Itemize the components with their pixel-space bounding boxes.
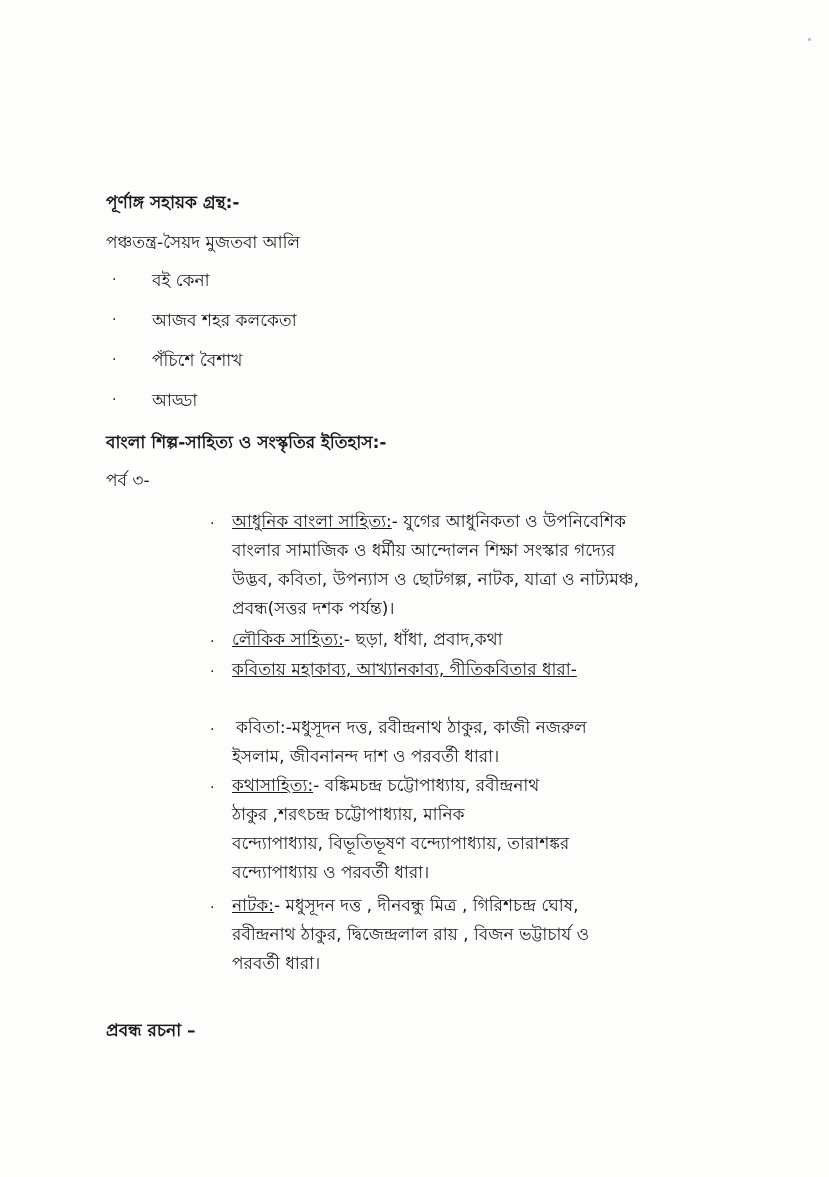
topic-text: - মধুসূদন দত্ত , দীনবন্ধু মিত্র , গিরিশচন্দ্র ঘোষ,: [273, 896, 579, 916]
topic-text: ইসলাম, জীবনানন্দ দাশ ও পরবর্তী ধারা।: [232, 747, 500, 767]
bullet-icon: ·: [210, 634, 215, 650]
syllabus-item-poetry-forms: [232, 656, 577, 685]
topic-text: প্রবন্ধ(সত্তর দশক পর্যন্ত)।: [232, 599, 395, 619]
syllabus-item-fiction: [232, 772, 569, 888]
topic-text: বন্দ্যোপাধ্যায় ও পরবর্তী ধারা।: [232, 863, 430, 883]
topic-title: নাটক:: [232, 896, 274, 916]
bullet-icon: ·: [210, 900, 215, 916]
bullet-icon: ·: [210, 780, 215, 796]
topic-text: - যুগের আধুনিকতা ও উপনিবেশিক: [391, 512, 626, 532]
topic-text: রবীন্দ্রনাথ ঠাকুর, দ্বিজেন্দ্রলাল রায় , বিজন ভট্টাচার্য ও: [232, 925, 590, 945]
bullet-icon: ·: [210, 516, 215, 532]
topic-text: ঠাকুর ,শরৎচন্দ্র চট্টোপাধ্যায়, মানিক: [232, 805, 465, 825]
topic-title: আধুনিক বাংলা সাহিত্য:: [232, 512, 392, 532]
syllabus-item-modern-literature: [232, 508, 639, 624]
topic-text: - বঙ্কিমচন্দ্র চট্টোপাধ্যায়, রবীন্দ্রনাথ: [313, 776, 540, 796]
book-title-pancatantra: পঞ্চতন্ত্র-সৈয়দ মুজতবা আলি: [106, 233, 301, 253]
part-label: পর্ব ৩-: [106, 471, 150, 491]
scan-speck: [808, 38, 811, 41]
list-item-essay: আজব শহর কলকেতা: [152, 311, 297, 331]
topic-text: বন্দ্যোপাধ্যায়, বিভূতিভূষণ বন্দ্যোপাধ্যায়, তারাশঙ্কর: [232, 834, 570, 854]
list-item-essay: পঁচিশে বৈশাখ: [152, 351, 243, 371]
syllabus-item-drama: [232, 892, 589, 979]
topic-text: উদ্ভব, কবিতা, উপন্যাস ও ছোটগল্প, নাটক, যাত্রা ও নাট্যমঞ্চ,: [232, 570, 640, 590]
topic-title: কবিতায় মহাকাব্য, আখ্যানকাব্য, গীতিকবিতার ধারা-: [232, 660, 577, 680]
topic-text: কবিতা:-মধুসূদন দত্ত, রবীন্দ্রনাথ ঠাকুর, কাজী নজরুল: [236, 718, 587, 738]
bullet-icon: ·: [210, 664, 215, 680]
topic-text: পরবর্তী ধারা।: [232, 954, 321, 974]
bullet-icon: ·: [112, 352, 117, 368]
section-heading-essay-writing: প্রবন্ধ রচনা –: [106, 1021, 196, 1041]
bullet-icon: ·: [112, 272, 117, 288]
topic-text: বাংলার সামাজিক ও ধর্মীয় আন্দোলন শিক্ষা সংস্কার গদ্যের: [232, 541, 616, 561]
topic-title: লৌকিক সাহিত্য:: [232, 630, 344, 650]
bullet-icon: ·: [112, 392, 117, 408]
list-item-essay: আড্ডা: [152, 391, 198, 411]
topic-text: - ছড়া, ধাঁধা, প্রবাদ,কথা: [343, 630, 503, 650]
list-item-essay: বই কেনা: [152, 271, 210, 291]
topic-title: কথাসাহিত্য:: [232, 776, 314, 796]
syllabus-item-folk-literature: [232, 626, 503, 655]
syllabus-item-poetry: [232, 714, 587, 772]
bullet-icon: ·: [112, 312, 117, 328]
section-heading-literary-history: বাংলা শিল্প-সাহিত্য ও সংস্কৃতির ইতিহাস:-: [106, 433, 387, 453]
bullet-icon: ·: [210, 722, 215, 738]
section-heading-supplementary-books: পূর্ণাঙ্গ সহায়ক গ্রন্থ:-: [106, 193, 240, 213]
